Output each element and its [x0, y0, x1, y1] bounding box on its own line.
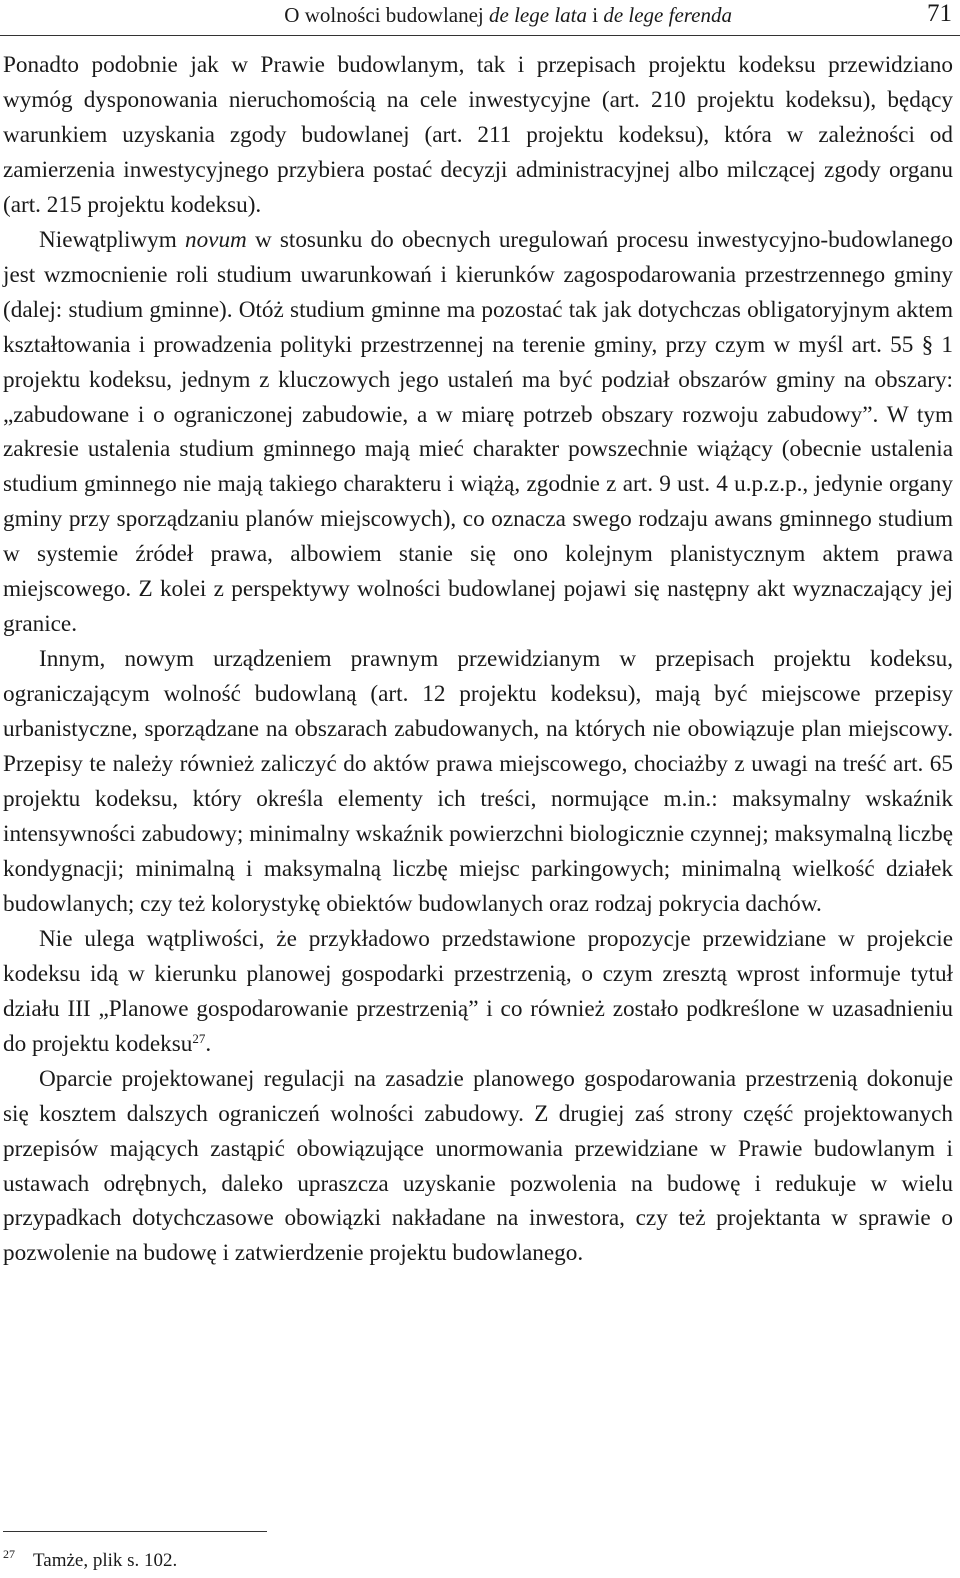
paragraph-5: Oparcie projektowanej regulacji na zasadzie planowego gospodarowania przestrzenią dokonuje się kosztem dalszych ograniczeń wolności zabudowy. Z drugiej zaś strony część projektowanych przepisów mających zastąpić obowiązujące unormowania przewidziane w Prawie budowlanym i ustawach odrębnych, daleko upraszcza uzyskanie pozwolenia na budowę i redukuje w wielu przypadkach dotychczasowe obowiązki nakładane na inwestora, czy też projektanta w sprawie o pozwolenie na budowę i zatwierdzenie projektu budowlanego. [3, 1065, 953, 1267]
page-number: 71 [927, 0, 952, 27]
paragraph-3: Innym, nowym urządzeniem prawnym przewidzianym w przepisach projektu kodeksu, ograniczającym wolność budowlaną (art. 12 projektu kodeksu), mają być miejscowe przepisy urbanistyczne, sporządzane na obszarach zabudowanych, na których nie obowiązuje plan miejscowy. Przepisy te należy również zaliczyć do aktów prawa miejscowego, chociażby z uwagi na treść art. 65 projektu kodeksu, który określa elementy ich treści, normujące m.in.: maksymalny wskaźnik intensywności zabudowy; minimalny wskaźnik powierzchni biologicznie czynnej; maksymalną liczbę kondygnacji; minimalną i maksymalną liczbę miejsc parkingowych; minimalną wielkość działek budowlanych; czy też kolorystykę obiektów budowlanych oraz rodzaj pokrycia dachów. [3, 646, 953, 917]
footnote-rule [3, 1531, 267, 1532]
footnote-text: Tamże, plik s. 102. [33, 1550, 178, 1571]
running-title [284, 3, 732, 28]
running-title-part1: O wolności budowlanej [284, 3, 490, 27]
running-title-italic1: de lege lata [489, 3, 587, 27]
paragraph-4-end: . [205, 1030, 212, 1057]
paragraph-4 [3, 922, 953, 1062]
footnote [3, 1540, 177, 1575]
footnote-number: 27 [3, 1547, 15, 1561]
paragraph-2-italic: novum [184, 226, 247, 253]
page-header [0, 0, 960, 36]
paragraph-4-text: Nie ulega wątpliwości, że przykładowo przedstawione propozycje przewidziane w projekcie kodeksu idą w kierunku planowej gospodarki przestrzenią, o czym zresztą wprost informuje tytuł działu III „Planowe gospodarowanie przestrzenią” i co również zostało podkreślone w uzasadnieniu do projektu kodeksu [3, 925, 953, 1057]
running-title-part2: i [586, 3, 604, 27]
paragraph-2-rest: w stosunku do obecnych uregulowań procesu inwestycyjno-budowlanego jest wzmocnienie roli studium uwarunkowań i kierunków zagospodarowania przestrzennego gminy (dalej: studium gminne). Otóż studium gminne ma pozostać tak jak dotychczas obligatoryjnym aktem kształtowania i prowadzenia polityki przestrzennej na terenie gminy, przy czym w myśl art. 55 § 1 projektu kodeksu, jednym z kluczowych jego ustaleń ma być podział obszarów gminy na obszary: „zabudowane i o ograniczonej zabudowie, a w miarę potrzeb obszary rozwoju zabudowy”. W tym zakresie ustalenia studium gminnego mają mieć charakter powszechnie wiążący (obecnie ustalenia studium gminnego nie mają takiego charakteru i wiążą, zgodnie z art. 9 ust. 4 u.p.z.p., jedynie organy gminy przy sporządzaniu planów miejscowych), co oznacza swego rodzaju awans gminnego studium w systemie źródeł prawa, albowiem stanie się ono kolejnym planistycznym aktem prawa miejscowego. Z kolei z perspektywy wolności budowlanej pojawi się następny akt wyznaczający jej granice. [3, 226, 953, 638]
footnote-reference[interactable]: 27 [192, 1030, 206, 1046]
body-text [3, 48, 953, 1271]
paragraph-2-start: Niewątpliwym [39, 226, 185, 253]
running-title-italic2: de lege ferenda [603, 3, 732, 27]
header-rule [0, 35, 960, 36]
paragraph-1: Ponadto podobnie jak w Prawie budowlanym, tak i przepisach projektu kodeksu przewidziano wymóg dysponowania nieruchomością na cele inwestycyjne (art. 210 projektu kodeksu), będący warunkiem uzyskania zgody budowlanej (art. 211 projektu kodeksu), która w zależności od zamierzenia inwestycyjnego przybiera postać decyzji administracyjnej albo milczącej zgody organu (art. 215 projektu kodeksu). [3, 52, 953, 218]
paragraph-2 [3, 223, 953, 642]
